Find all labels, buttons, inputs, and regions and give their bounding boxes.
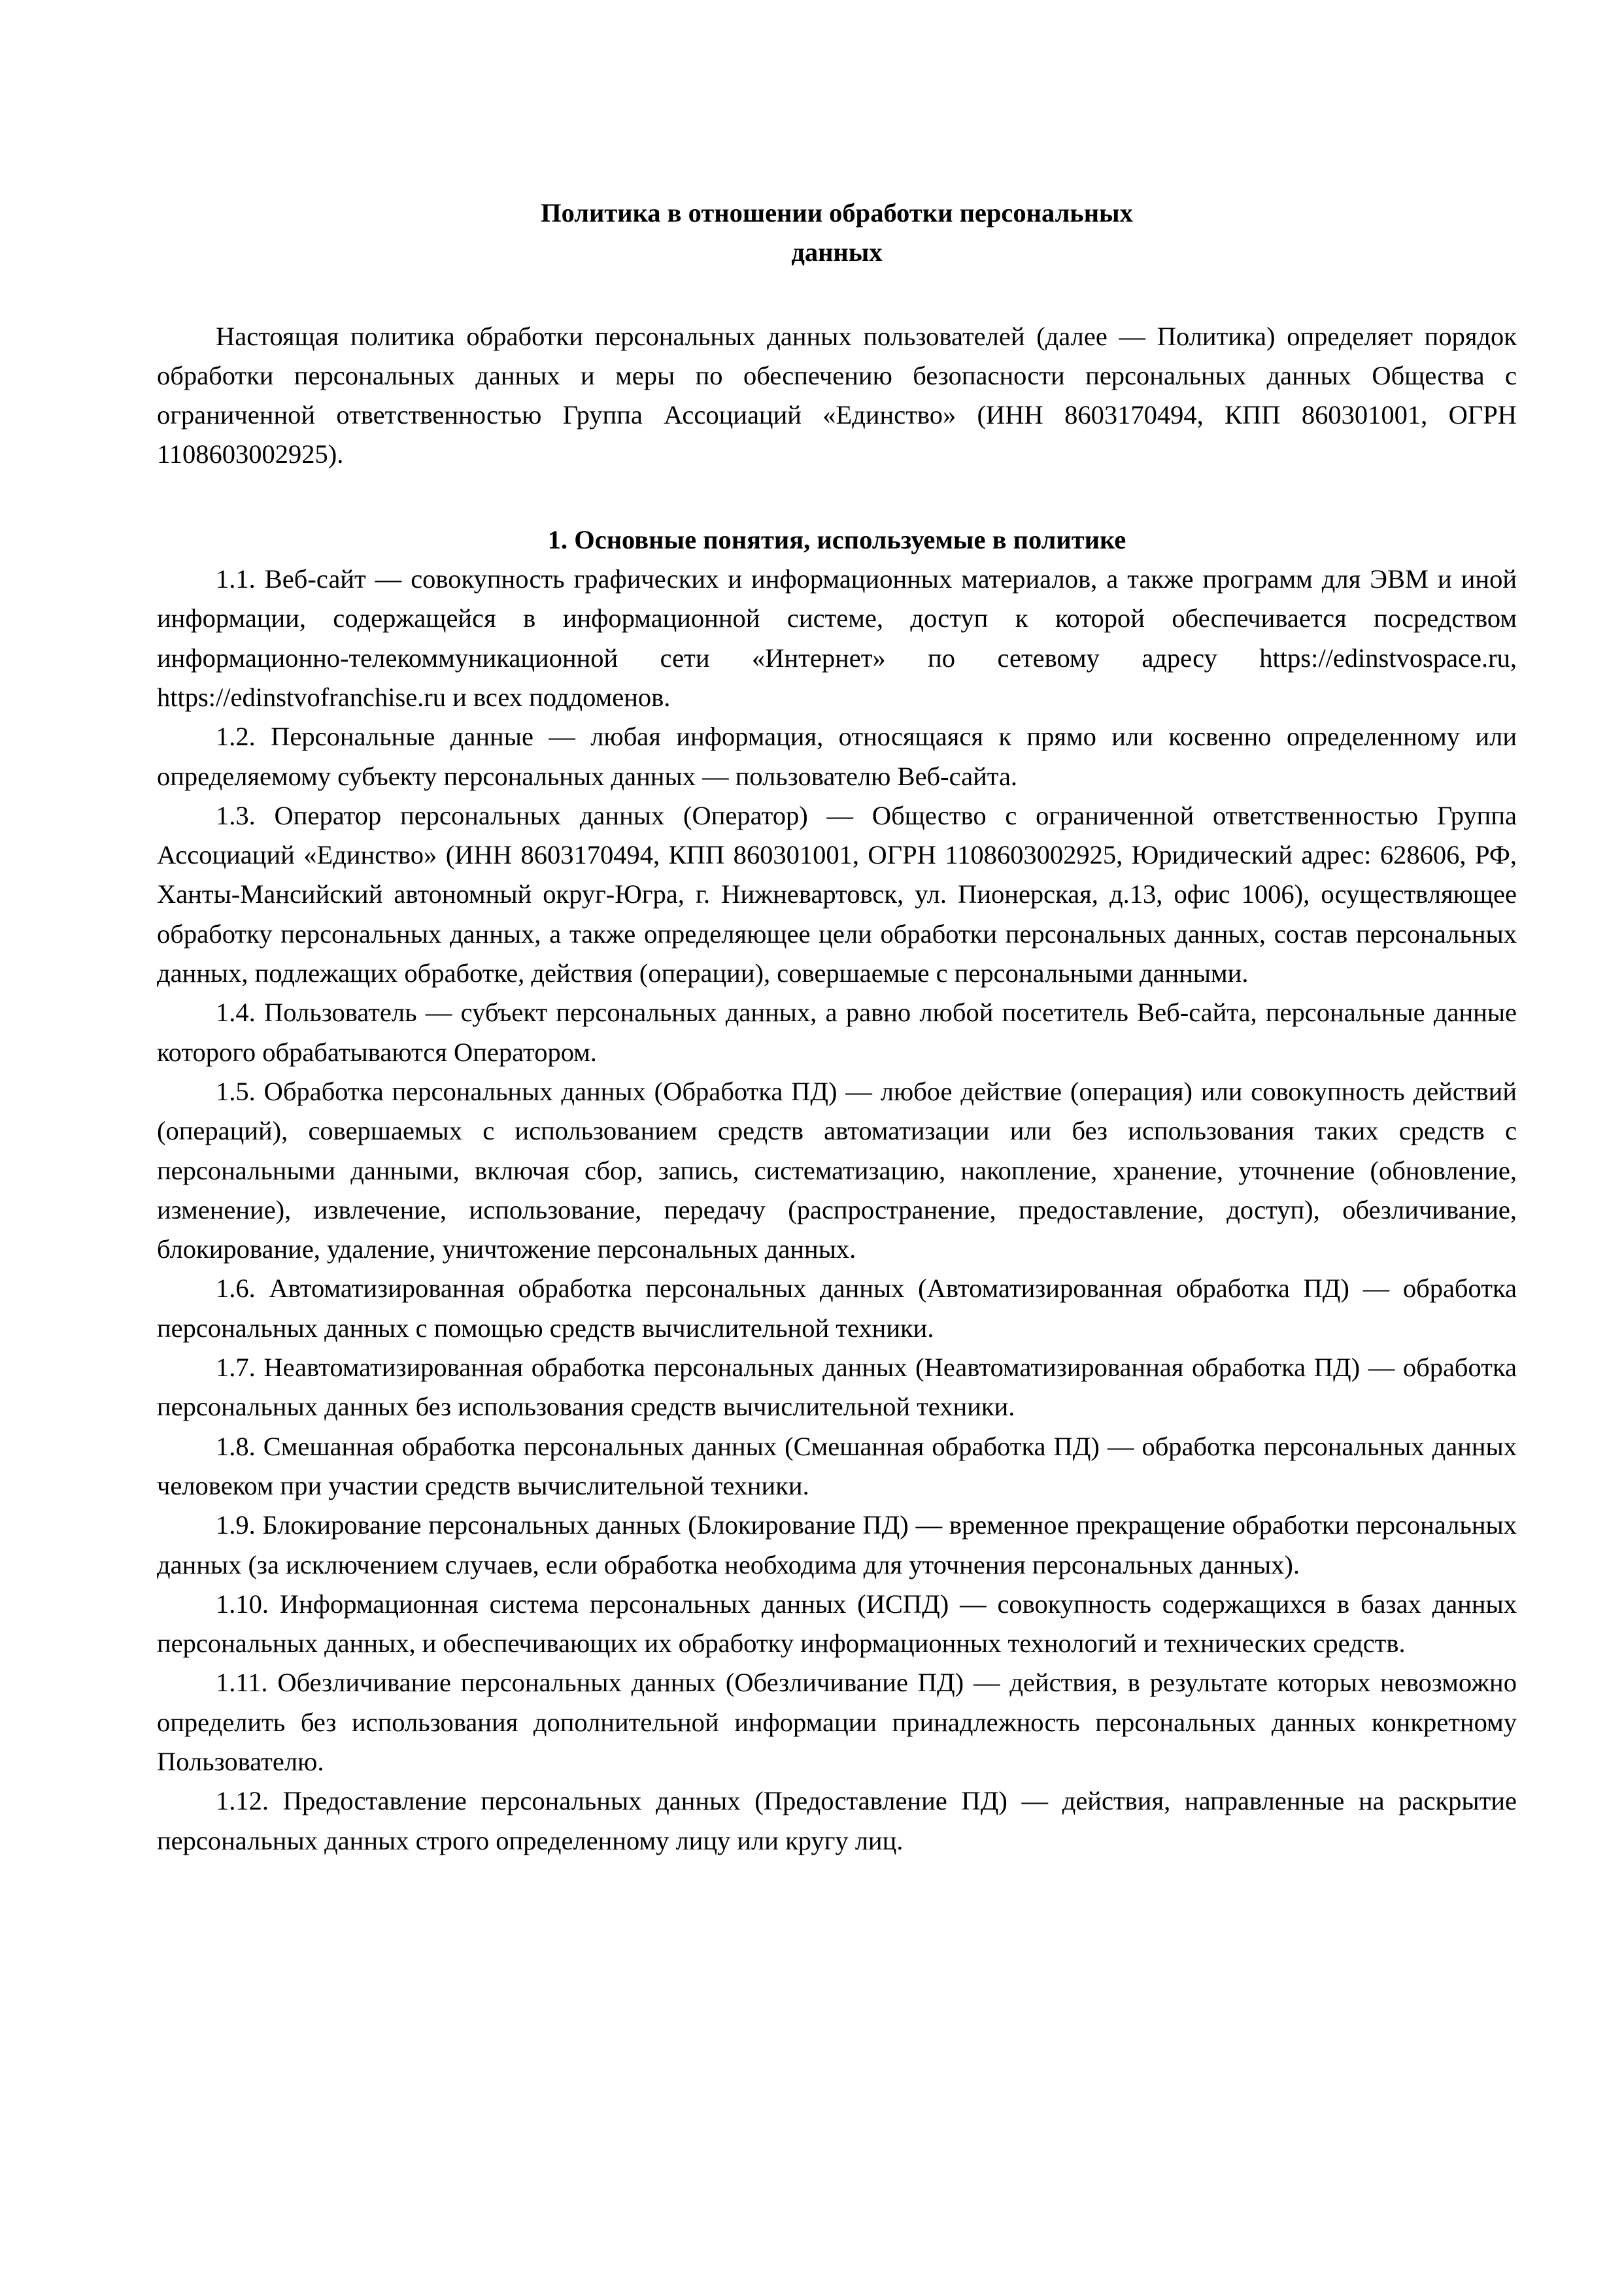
document-title: Политика в отношении обработки персональных данных	[541, 198, 1133, 267]
clause-1-4: 1.4. Пользователь — субъект персональных данных, а равно любой посетитель Веб-сайта, персональные данные которого обрабатываются Оператором.	[157, 998, 1517, 1067]
clause-1-1: 1.1. Веб-сайт — совокупность графических и информационных материалов, а также программ для ЭВМ и иной информации, содержащейся в информационной системе, доступ к которой обеспечивается посредством информационно-телекоммуникационной сети «Интернет» по сетевому адресу https://edinstvospace.ru, https://edinstvofranchise.ru и всех поддоменов.	[157, 564, 1517, 712]
clause-1-8: 1.8. Смешанная обработка персональных данных (Смешанная обработка ПД) — обработка персональных данных человеком при участии средств вычислительной техники.	[157, 1431, 1517, 1500]
document-page	[157, 194, 1517, 1861]
clause-1-2: 1.2. Персональные данные — любая информация, относящаяся к прямо или косвенно определенному или определяемому субъекту персональных данных — пользователю Веб-сайта.	[157, 722, 1517, 791]
clause-1-10: 1.10. Информационная система персональных данных (ИСПД) — совокупность содержащихся в базах данных персональных данных, и обеспечивающих их обработку информационных технологий и технических средств.	[157, 1589, 1517, 1659]
clause-1-7: 1.7. Неавтоматизированная обработка персональных данных (Неавтоматизированная обработка ПД) — обработка персональных данных без использования средств вычислительной техники.	[157, 1353, 1517, 1422]
intro-paragraph: Настоящая политика обработки персональных данных пользователей (далее — Политика) определяет порядок обработки персональных данных и меры по обеспечению безопасности персональных данных Общества с ограниченной ответственностью Группа Ассоциаций «Единство» (ИНН 8603170494, КПП 860301001, ОГРН 1108603002925).	[157, 321, 1517, 469]
clause-1-12: 1.12. Предоставление персональных данных (Предоставление ПД) — действия, направленные на раскрытие персональных данных строго определенному лицу или кругу лиц.	[157, 1786, 1517, 1855]
section-heading: 1. Основные понятия, используемые в политике	[547, 524, 1126, 554]
clause-1-5: 1.5. Обработка персональных данных (Обработка ПД) — любое действие (операция) или совокупность действий (операций), совершаемых с использованием средств автоматизации или без использования таких средств с персональными данными, включая сбор, запись, систематизацию, накопление, хранение, уточнение (обновление, изменение), извлечение, использование, передачу (распространение, предоставление, доступ), обезличивание, блокирование, удаление, уничтожение персональных данных.	[157, 1076, 1517, 1264]
clause-1-6: 1.6. Автоматизированная обработка персональных данных (Автоматизированная обработка ПД) — обработка персональных данных с помощью средств вычислительной техники.	[157, 1274, 1517, 1343]
clause-1-9: 1.9. Блокирование персональных данных (Блокирование ПД) — временное прекращение обработки персональных данных (за исключением случаев, если обработка необходима для уточнения персональных данных).	[157, 1510, 1517, 1579]
clause-1-11: 1.11. Обезличивание персональных данных (Обезличивание ПД) — действия, в результате которых невозможно определить без использования дополнительной информации принадлежность персональных данных конкретному Пользователю.	[157, 1668, 1517, 1776]
clause-1-3: 1.3. Оператор персональных данных (Оператор) — Общество с ограниченной ответственностью Группа Ассоциаций «Единство» (ИНН 8603170494, КПП 860301001, ОГРН 1108603002925, Юридический адрес: 628606, РФ, Ханты-Мансийский автономный округ-Югра, г. Нижневартовск, ул. Пионерская, д.13, офис 1006), осуществляющее обработку персональных данных, а также определяющее цели обработки персональных данных, состав персональных данных, подлежащих обработке, действия (операции), совершаемые с персональными данными.	[157, 800, 1517, 988]
